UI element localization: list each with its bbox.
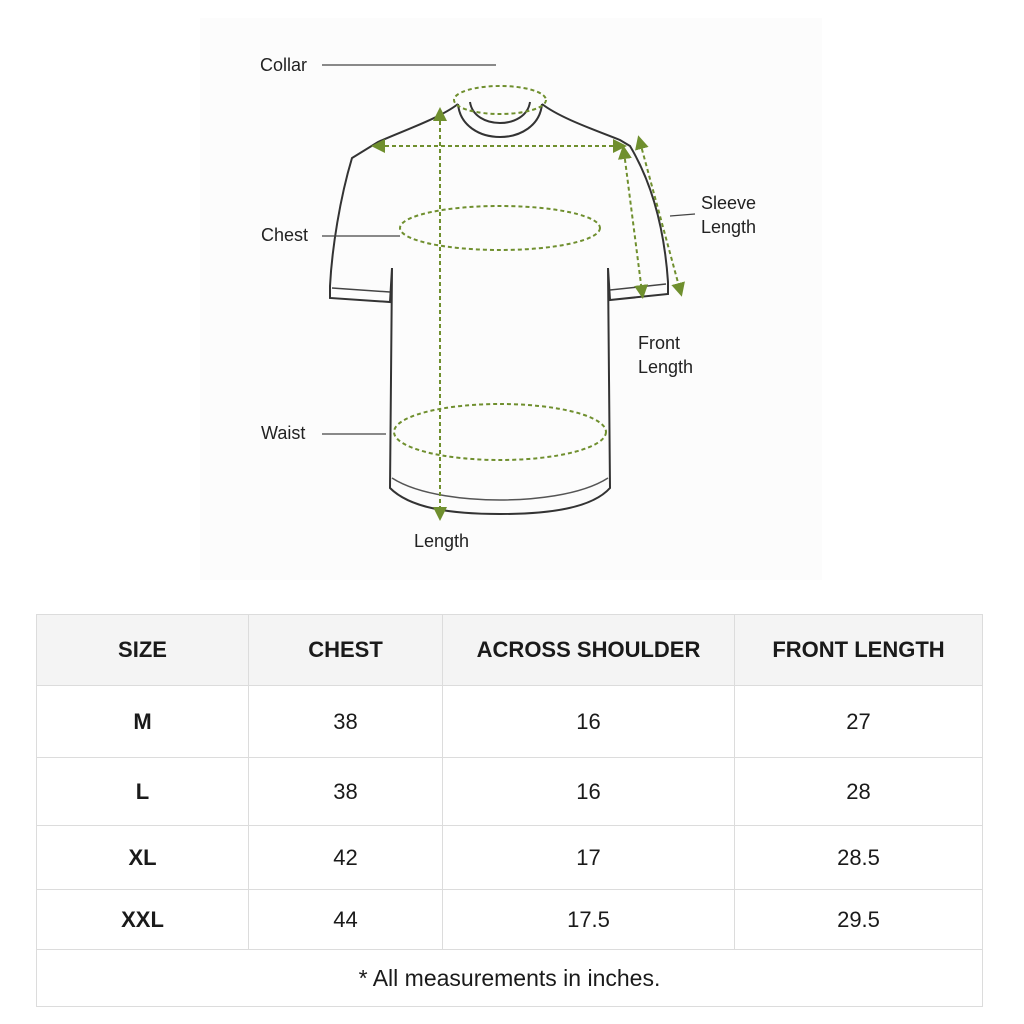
table-row: [37, 890, 983, 950]
size-cell: M: [37, 686, 249, 758]
sleeve-label-line2: Length: [701, 217, 757, 237]
front-label-line1: Front: [638, 333, 681, 353]
measurement-note: * All measurements in inches.: [37, 950, 983, 1007]
chest-cell: 38: [249, 686, 443, 758]
front-length-measure: [624, 152, 642, 292]
table-header-row: [37, 615, 983, 686]
shoulder-cell: 17: [443, 826, 735, 890]
header-front-length: FRONT LENGTH: [735, 615, 983, 686]
front-length-cell: 28: [735, 758, 983, 826]
size-cell: XL: [37, 826, 249, 890]
collar-measure: [454, 86, 546, 114]
length-label: Length: [414, 531, 470, 551]
waist-label: Waist: [261, 423, 306, 443]
shoulder-cell: 16: [443, 686, 735, 758]
table-row: [37, 758, 983, 826]
table-note-row: [37, 950, 983, 1007]
collar-label: Collar: [260, 55, 308, 75]
tshirt-diagram: [200, 18, 822, 580]
sleeve-label-line1: Sleeve: [701, 193, 757, 213]
front-length-cell: 28.5: [735, 826, 983, 890]
front-length-cell: 29.5: [735, 890, 983, 950]
front-length-cell: 27: [735, 686, 983, 758]
table-row: [37, 826, 983, 890]
shoulder-cell: 16: [443, 758, 735, 826]
size-cell: L: [37, 758, 249, 826]
front-label-line2: Length: [638, 357, 694, 377]
tshirt-outline: [330, 104, 668, 514]
size-cell: XXL: [37, 890, 249, 950]
header-chest: CHEST: [249, 615, 443, 686]
table-row: [37, 686, 983, 758]
waist-measure: [394, 404, 606, 460]
chest-measure: [400, 206, 600, 250]
header-across-shoulder: ACROSS SHOULDER: [443, 615, 735, 686]
chest-cell: 38: [249, 758, 443, 826]
header-size: SIZE: [37, 615, 249, 686]
front-length-label: [638, 331, 693, 379]
tshirt-illustration: [200, 18, 822, 580]
size-table: [36, 614, 983, 1007]
chest-cell: 44: [249, 890, 443, 950]
shoulder-cell: 17.5: [443, 890, 735, 950]
chest-cell: 42: [249, 826, 443, 890]
sleeve-length-label: [701, 191, 756, 239]
chest-label: Chest: [261, 225, 309, 245]
